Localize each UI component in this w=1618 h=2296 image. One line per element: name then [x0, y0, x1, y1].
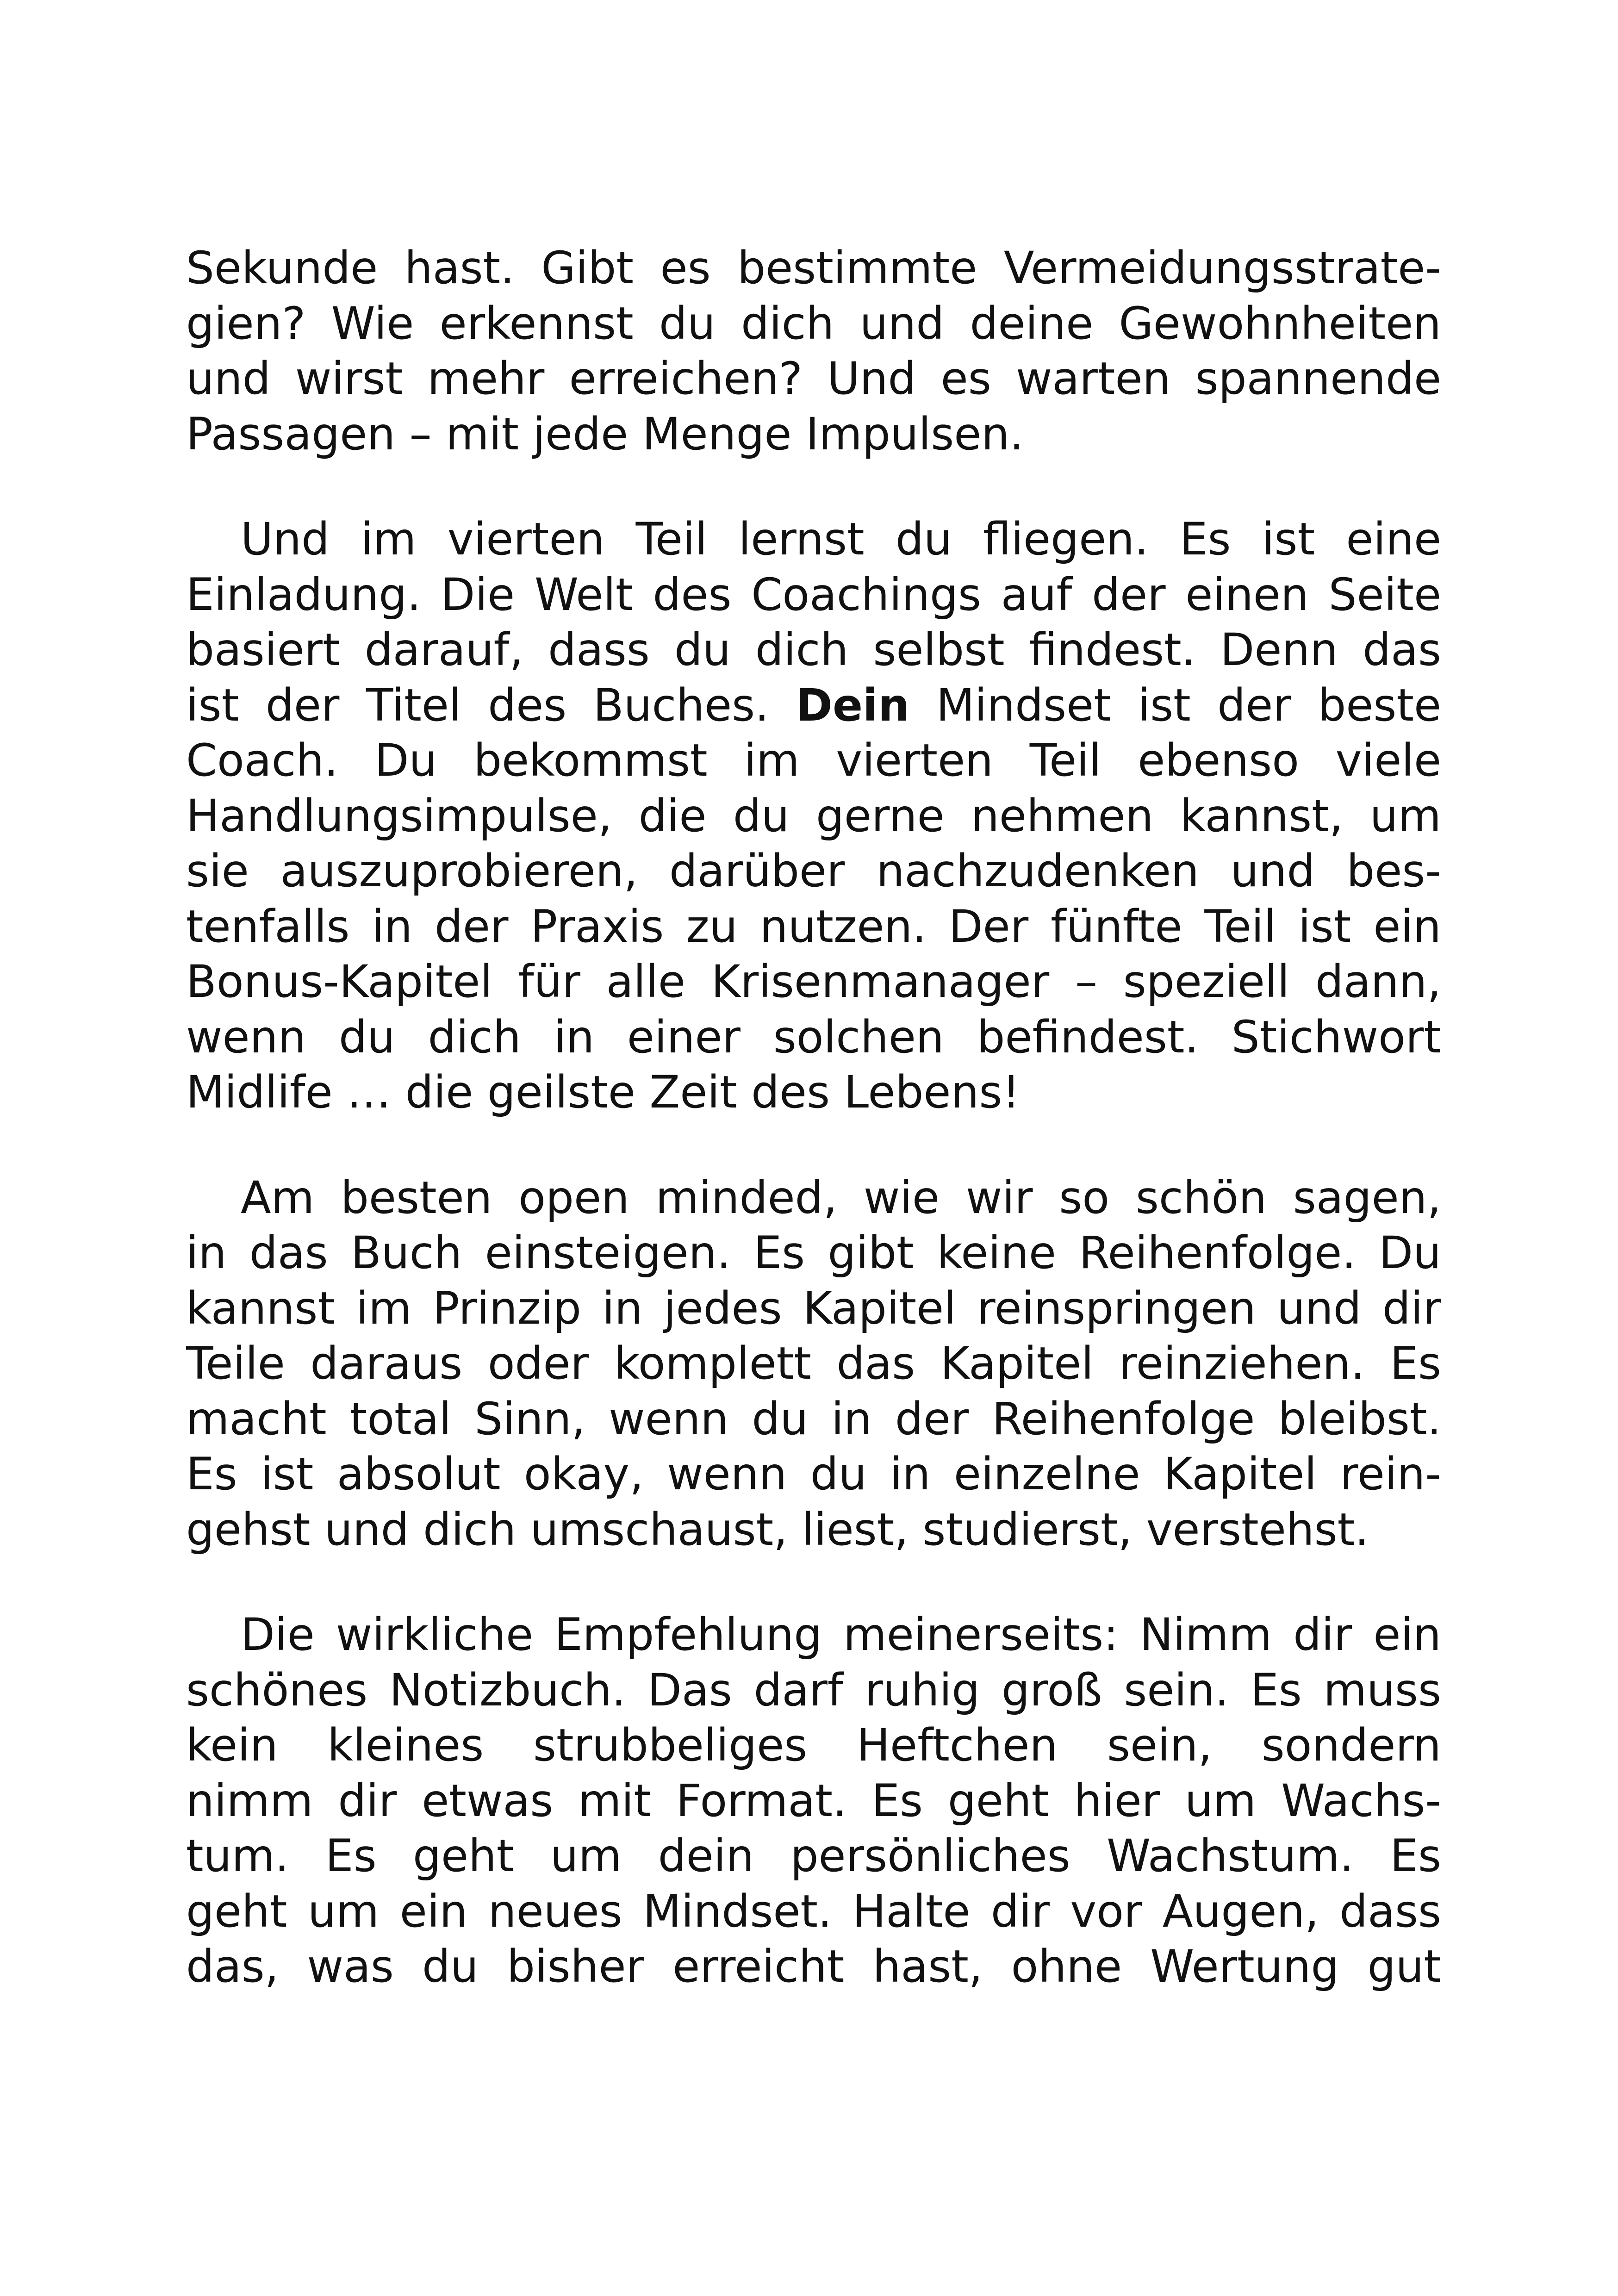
text-line: schönes Notizbuch. Das darf ruhig groß sein. Es muss	[186, 1664, 1441, 1716]
text-line: in das Buch einsteigen. Es gibt keine Reihenfolge. Du	[186, 1227, 1441, 1279]
text-line: geht um ein neues Mindset. Halte dir vor Augen, dass	[186, 1885, 1441, 1937]
text-line: Sekunde hast. Gibt es bestimmte Vermeidungsstrate-	[186, 242, 1441, 294]
text-line: Coach. Du bekommst im vierten Teil ebenso viele	[186, 734, 1441, 786]
text-line: kein kleines strubbeliges Heftchen sein, sondern	[186, 1719, 1441, 1771]
text-line: Und im vierten Teil lernst du fliegen. Es ist eine	[241, 513, 1441, 565]
text-line: Die wirkliche Empfehlung meinerseits: Nimm dir ein	[241, 1609, 1441, 1661]
text-line: Midlife … die geilste Zeit des Lebens!	[186, 1066, 1020, 1118]
text-line: sie auszuprobieren, darüber nachzudenken und bes-	[186, 845, 1441, 897]
body-text	[186, 241, 1441, 1995]
text-line: macht total Sinn, wenn du in der Reihenfolge bleibst.	[186, 1393, 1441, 1445]
text-line: Passagen – mit jede Menge Impulsen.	[186, 408, 1024, 460]
paragraph-1	[186, 241, 1441, 462]
text-line: basiert darauf, dass du dich selbst findest. Denn das	[186, 624, 1441, 676]
text-line: Bonus-Kapitel für alle Krisenmanager – speziell dann,	[186, 956, 1441, 1008]
paragraph-4	[186, 1607, 1441, 1995]
emphasized-word: Dein	[796, 679, 910, 731]
line-start: ist der Titel des Buches.	[186, 679, 769, 731]
text-line: tenfalls in der Praxis zu nutzen. Der fünfte Teil ist ein	[186, 900, 1441, 952]
text-line: wenn du dich in einer solchen befindest. Stichwort	[186, 1011, 1441, 1063]
text-line: Teile daraus oder komplett das Kapitel reinziehen. Es	[186, 1338, 1441, 1389]
text-line: kannst im Prinzip in jedes Kapitel reinspringen und dir	[186, 1282, 1441, 1334]
text-line: gien? Wie erkennst du dich und deine Gewohnheiten	[186, 297, 1441, 349]
text-line: Handlungsimpulse, die du gerne nehmen kannst, um	[186, 790, 1441, 842]
line-end: Mindset ist der beste	[936, 679, 1441, 731]
text-line: Am besten open minded, wie wir so schön sagen,	[241, 1171, 1441, 1224]
text-line: tum. Es geht um dein persönliches Wachstum. Es	[186, 1830, 1441, 1882]
paragraph-2	[186, 512, 1441, 1120]
text-line: Es ist absolut okay, wenn du in einzelne Kapitel rein-	[186, 1448, 1441, 1500]
text-line: das, was du bisher erreicht hast, ohne Wertung gut	[186, 1941, 1441, 1992]
text-line: und wirst mehr erreichen? Und es warten spannende	[186, 353, 1441, 404]
text-line-with-bold	[186, 678, 1441, 734]
text-line: Einladung. Die Welt des Coachings auf der einen Seite	[186, 568, 1441, 621]
text-line: nimm dir etwas mit Format. Es geht hier um Wachs-	[186, 1774, 1441, 1827]
text-line: gehst und dich umschaust, liest, studierst, verstehst.	[186, 1503, 1369, 1556]
paragraph-3	[186, 1170, 1441, 1558]
